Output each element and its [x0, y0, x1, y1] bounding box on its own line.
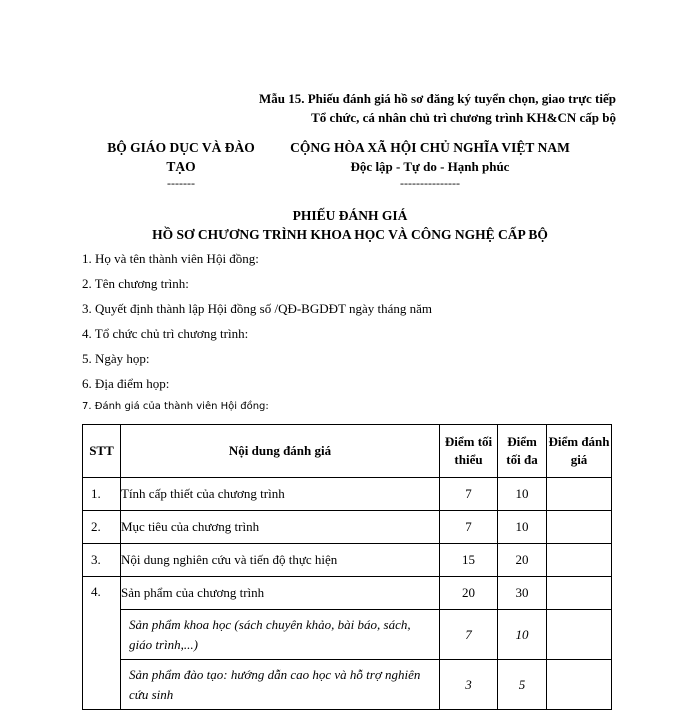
evaluation-table: [82, 424, 612, 710]
row-score-input[interactable]: [547, 544, 612, 577]
header-evaluation-score-line-2: giá: [570, 452, 588, 467]
subrow-min-score: 7: [440, 610, 498, 660]
subrow-content: Sản phẩm đào tạo: hướng dẫn cao học và hỗ trợ nghiên cứu sinh: [121, 660, 440, 710]
subrow-content: Sản phẩm khoa học (sách chuyên khảo, bài báo, sách, giáo trình,...): [121, 610, 440, 660]
table-header-row: [83, 425, 612, 478]
header-min-score-line-1: Điểm tối: [444, 434, 493, 449]
ministry-name-line-2: TẠO: [166, 159, 196, 174]
row-max-score: 30: [498, 577, 547, 610]
national-motto: Độc lập - Tự do - Hạnh phúc: [350, 159, 510, 174]
row-score-input[interactable]: [547, 577, 612, 610]
row-min-score: 15: [440, 544, 498, 577]
row-stt: 2.: [83, 511, 121, 544]
document-title: PHIẾU ĐÁNH GIÁ: [292, 208, 408, 223]
header-min-score-line-2: thiểu: [454, 452, 483, 467]
field-decision: 3. Quyết định thành lập Hội đồng số /QĐ-BGDĐT ngày tháng năm: [82, 301, 432, 316]
row-content: Nội dung nghiên cứu và tiến độ thực hiện: [121, 544, 440, 577]
header-content: Nội dung đánh giá: [121, 425, 440, 478]
row-stt: 1.: [83, 478, 121, 511]
table-row: [83, 478, 612, 511]
row-content: Tính cấp thiết của chương trình: [121, 478, 440, 511]
ministry-name-line-1: BỘ GIÁO DỤC VÀ ĐÀO: [107, 140, 255, 155]
header-max-score-line-2: tối đa: [506, 452, 538, 467]
row-content: Sản phẩm của chương trình: [121, 577, 440, 610]
field-member-name: 1. Họ và tên thành viên Hội đồng:: [82, 251, 259, 266]
evaluation-label: 7. Đánh giá của thành viên Hội đồng:: [82, 401, 269, 412]
header-stt: STT: [83, 425, 121, 478]
row-score-input[interactable]: [547, 511, 612, 544]
row-content: Mục tiêu của chương trình: [121, 511, 440, 544]
subrow-max-score: 5: [498, 660, 547, 710]
row-max-score: 10: [498, 478, 547, 511]
form-title: [259, 89, 616, 127]
row-max-score: 10: [498, 511, 547, 544]
table-subrow: [83, 610, 612, 660]
field-meeting-location: 6. Địa điểm họp:: [82, 376, 170, 391]
subrow-score-input[interactable]: [547, 610, 612, 660]
field-program-name: 2. Tên chương trình:: [82, 276, 189, 291]
row-stt: 4.: [83, 577, 121, 710]
table-subrow: [83, 660, 612, 710]
republic-name: CỘNG HÒA XÃ HỘI CHỦ NGHĨA VIỆT NAM: [290, 140, 570, 155]
row-score-input[interactable]: [547, 478, 612, 511]
document-subtitle: HỒ SƠ CHƯƠNG TRÌNH KHOA HỌC VÀ CÔNG NGHỆ CẤP BỘ: [152, 227, 548, 242]
ministry-name: [100, 138, 262, 176]
row-min-score: 7: [440, 478, 498, 511]
subrow-min-score: 3: [440, 660, 498, 710]
header-min-score: [440, 425, 498, 478]
table-row: [83, 544, 612, 577]
header-max-score: [498, 425, 547, 478]
form-title-line-1: Mẫu 15. Phiếu đánh giá hồ sơ đăng ký tuyển chọn, giao trực tiếp: [258, 91, 616, 106]
subrow-score-input[interactable]: [547, 660, 612, 710]
form-title-line-2: Tổ chức, cá nhân chủ trì chương trình KH&CN cấp bộ: [311, 110, 616, 125]
field-meeting-date: 5. Ngày họp:: [82, 351, 150, 366]
subrow-max-score: 10: [498, 610, 547, 660]
table-row: [83, 577, 612, 610]
row-max-score: 20: [498, 544, 547, 577]
table-row: [83, 511, 612, 544]
motto-separator: ---------------: [400, 176, 460, 190]
header-evaluation-score-line-1: Điểm đánh: [548, 434, 610, 449]
field-host-organization: 4. Tổ chức chủ trì chương trình:: [82, 326, 249, 341]
ministry-separator: -------: [167, 176, 195, 190]
header-max-score-line-1: Điểm: [507, 434, 537, 449]
row-min-score: 20: [440, 577, 498, 610]
row-stt: 3.: [83, 544, 121, 577]
header-evaluation-score: [547, 425, 612, 478]
row-min-score: 7: [440, 511, 498, 544]
